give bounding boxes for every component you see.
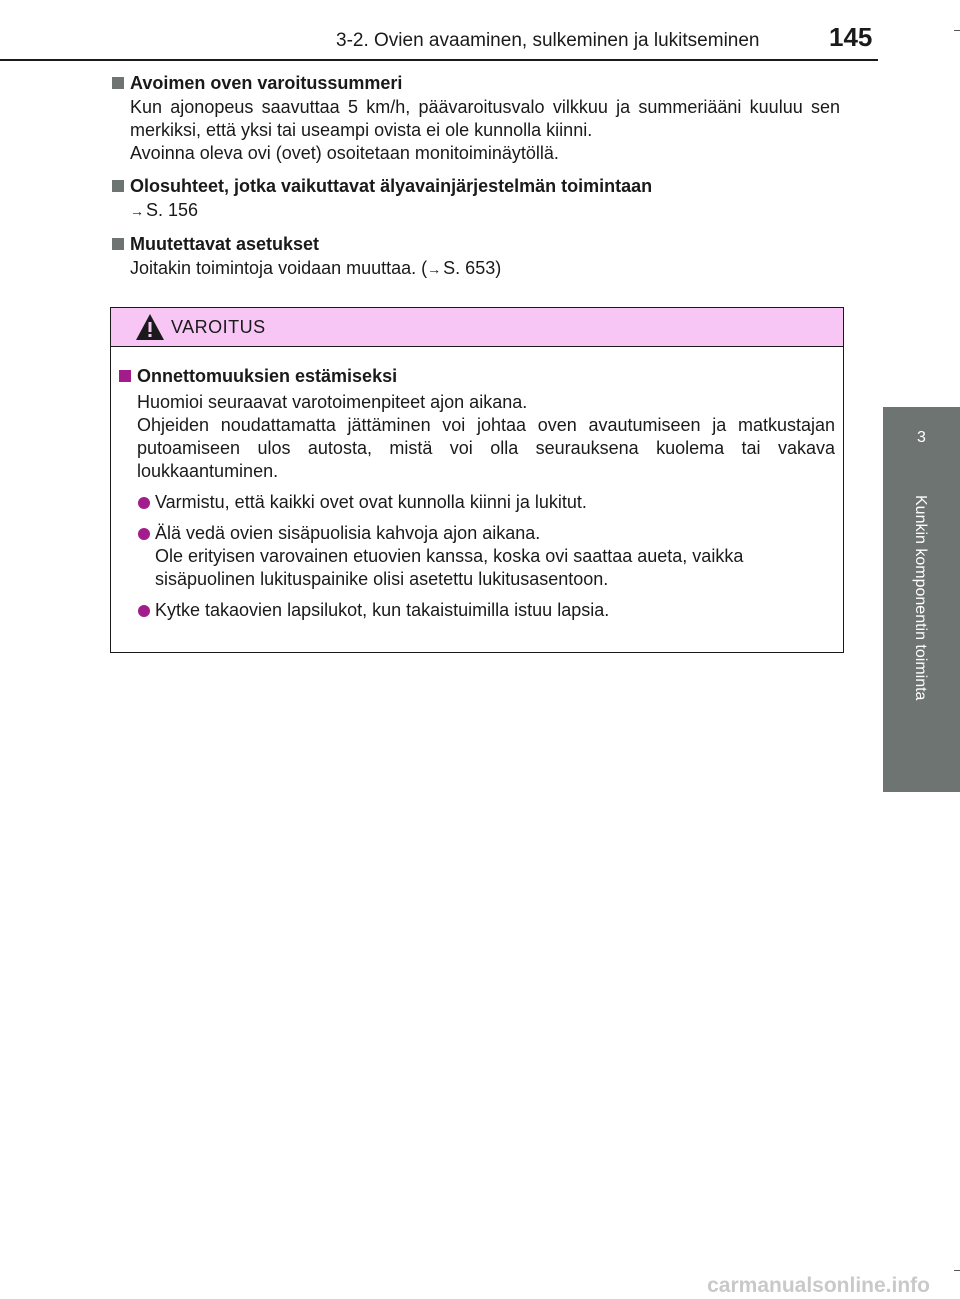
arrow-right-icon: → bbox=[130, 203, 144, 219]
list-item: Varmistu, että kaikki ovet ovat kunnolla kiinni ja lukitut. bbox=[137, 491, 835, 514]
section-paragraph: Kun ajonopeus saavuttaa 5 km/h, päävaroitusvalo vilkkuu ja summeriääni kuuluu sen merkiksi, että yksi tai useampi ovista ei ole kunnolla kiinni. bbox=[130, 97, 840, 140]
warning-paragraph: Huomioi seuraavat varotoimenpiteet ajon aikana. bbox=[137, 392, 528, 412]
circle-bullet-icon bbox=[138, 497, 150, 509]
section-paragraph: Avoinna oleva ovi (ovet) osoitetaan monitoiminäytöllä. bbox=[130, 143, 559, 163]
list-item: Kytke takaovien lapsilukot, kun takaistuimilla istuu lapsia. bbox=[137, 599, 835, 622]
crop-mark bbox=[954, 30, 960, 31]
section-heading: Olosuhteet, jotka vaikuttavat älyavainjärjestelmän toimintaan bbox=[130, 176, 653, 196]
page-number: 145 bbox=[829, 22, 873, 52]
warning-triangle-icon bbox=[135, 313, 165, 341]
arrow-right-icon: → bbox=[427, 261, 442, 277]
page-footer bbox=[0, 1274, 960, 1299]
square-bullet-icon bbox=[119, 370, 131, 382]
page-reference-link[interactable]: → S. 653 bbox=[427, 258, 496, 278]
chapter-label: Kunkin komponentin toiminta bbox=[912, 495, 929, 701]
warning-header bbox=[111, 308, 843, 347]
section-smart-key bbox=[110, 173, 840, 223]
main-content bbox=[110, 70, 840, 289]
section-paragraph: Joitakin toimintoja voidaan muuttaa. ( bbox=[130, 258, 428, 278]
header-rule bbox=[0, 59, 878, 61]
section-settings: Muutettavat asetukset Joitakin toimintoja voidaan muuttaa. (→ S. 653) bbox=[110, 231, 840, 281]
circle-bullet-icon bbox=[138, 605, 150, 617]
circle-bullet-icon bbox=[138, 528, 150, 540]
section-title: 3-2. Ovien avaaminen, sulkeminen ja lukitseminen bbox=[336, 30, 760, 51]
section-heading: Muutettavat asetukset bbox=[130, 234, 320, 254]
watermark: carmanualsonline.info bbox=[707, 1274, 930, 1297]
warning-bullet-list bbox=[119, 491, 835, 622]
square-bullet-icon bbox=[112, 77, 124, 89]
chapter-number: 3 bbox=[917, 429, 926, 446]
warning-title: VAROITUS bbox=[171, 317, 266, 337]
warning-paragraph: Ohjeiden noudattamatta jättäminen voi johtaa oven avautumiseen ja matkustajan putoamiseen ulos autosta, mistä voi olla seurauksena kuolema tai vakava loukkaantuminen. bbox=[137, 415, 835, 481]
warning-heading: Onnettomuuksien estämiseksi bbox=[137, 366, 398, 386]
page-header bbox=[0, 0, 960, 60]
section-door-warning bbox=[110, 70, 840, 165]
square-bullet-icon bbox=[112, 180, 124, 192]
warning-box bbox=[110, 307, 844, 653]
chapter-tab[interactable] bbox=[883, 407, 960, 792]
crop-mark bbox=[954, 1270, 960, 1271]
section-heading: Avoimen oven varoitussummeri bbox=[130, 73, 403, 93]
page-reference-link[interactable]: → S. 156 bbox=[130, 200, 199, 220]
square-bullet-icon bbox=[112, 238, 124, 250]
list-item: Älä vedä ovien sisäpuolisia kahvoja ajon aikana. Ole erityisen varovainen etuovien kanssa, koska ovi saattaa aueta, vaikka sisäpuolinen lukituspainike olisi asetettu lukitusasentoon. bbox=[137, 522, 835, 591]
